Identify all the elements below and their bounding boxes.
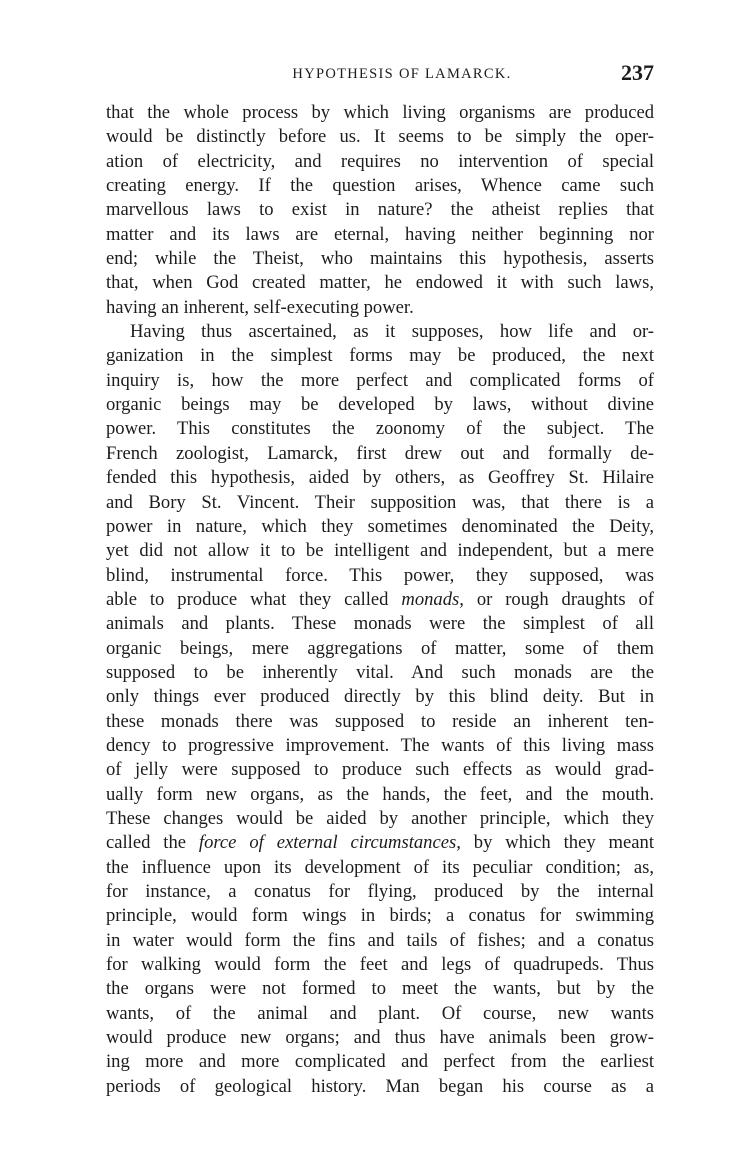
text-line [106,977,654,1001]
text-line [106,661,654,685]
text-run: organic beings may be developed by laws, without divine [106,394,654,416]
text-run: matter and its laws are eternal, having neither beginning nor [106,223,654,245]
text-run: dency to progressive improvement. The wants of this living mass [106,734,654,756]
text-line [106,904,654,928]
text-run: periods of geological history. Man began his course as a [106,1075,654,1097]
text-line [106,710,654,734]
text-line [106,320,654,344]
text-run: French zoologist, Lamarck, first drew out and formally de- [106,442,654,464]
text-run: fended this hypothesis, aided by others, as Geoffrey St. Hilaire [106,467,654,489]
text-line [106,953,654,977]
text-run: the influence upon its development of its peculiar condition; as, [106,856,654,878]
text-line [106,588,654,612]
italic-term: force of external circumstances, [198,832,461,854]
text-run: the organs were not formed to meet the wants, but by the [106,978,654,1000]
text-run: of jelly were supposed to produce such effects as would grad- [106,759,654,781]
text-run: or rough draughts of [463,588,654,610]
text-run: These changes would be aided by another principle, which they [106,807,654,829]
text-line [106,831,654,855]
text-line [106,344,654,368]
text-line [106,1026,654,1050]
text-run: only things ever produced directly by this blind deity. But in [106,686,654,708]
text-run: ation of electricity, and requires no intervention of special [106,150,654,172]
text-run: ganization in the simplest forms may be produced, the next [106,345,654,367]
text-run: that, when God created matter, he endowed it with such laws, [106,272,654,294]
text-line [106,807,654,831]
text-run: able to produce what they called [106,588,402,610]
text-line [106,539,654,563]
text-line [106,247,654,271]
text-line [106,783,654,807]
text-line [106,393,654,417]
text-run: power. This constitutes the zoonomy of the subject. The [106,418,654,440]
text-run: wants, of the animal and plant. Of course, new wants [106,1002,654,1024]
text-line [106,417,654,441]
text-line [106,1075,654,1099]
text-run: marvellous laws to exist in nature? the atheist replies that [106,199,654,221]
text-run: for instance, a conatus for flying, produced by the internal [106,881,654,902]
text-run: principle, would form wings in birds; a conatus for swimming [106,905,654,927]
text-line [106,515,654,539]
text-run: that the whole process by which living organisms are produced [106,102,654,123]
text-line [106,150,654,174]
text-run: having an inherent, self-executing power. [106,296,414,318]
text-run: inquiry is, how the more perfect and complicated forms of [106,369,654,391]
text-line [106,1050,654,1074]
text-line [106,564,654,588]
text-line [106,734,654,758]
text-line [106,223,654,247]
text-run: would be distinctly before us. It seems to be simply the oper- [106,126,654,148]
text-run: these monads there was supposed to reside an inherent ten- [106,710,654,732]
text-line [106,174,654,198]
text-run: in water would form the fins and tails of fishes; and a conatus [106,929,654,951]
text-line [106,758,654,782]
text-run: end; while the Theist, who maintains this hypothesis, asserts [106,248,654,270]
text-run: for walking would form the feet and legs of quadrupeds. Thus [106,954,654,976]
running-title: HYPOTHESIS OF LAMARCK. [292,66,512,82]
text-line [106,442,654,466]
text-line [106,125,654,149]
text-run: ing more and more complicated and perfect from the earliest [106,1051,654,1073]
text-line [106,856,654,880]
italic-term: monads, [401,588,464,610]
text-run: by which they meant [460,832,654,854]
text-line [106,296,654,320]
text-line [106,271,654,295]
text-line [106,880,654,904]
text-line [106,101,654,125]
text-line [106,612,654,636]
text-line [106,637,654,661]
text-run: Having thus ascertained, as it supposes, how life and or- [130,321,654,343]
text-line [106,1002,654,1026]
text-line [106,369,654,393]
text-line [106,198,654,222]
body-text [106,101,654,1099]
text-run: yet did not allow it to be intelligent and independent, but a mere [106,540,654,562]
text-run: power in nature, which they sometimes denominated the Deity, [106,515,654,537]
text-line [106,466,654,490]
text-run: animals and plants. These monads were the simplest of all [106,613,654,635]
text-run: and Bory St. Vincent. Their supposition was, that there is a [106,491,654,513]
page-number: 237 [621,60,654,85]
text-run: would produce new organs; and thus have animals been grow- [106,1027,654,1049]
text-run: organic beings, mere aggregations of matter, some of them [106,637,654,659]
running-head [106,62,654,88]
text-line [106,491,654,515]
text-run: ually form new organs, as the hands, the feet, and the mouth. [106,783,654,805]
text-run: called the [106,832,199,854]
text-run: supposed to be inherently vital. And such monads are the [106,661,654,683]
text-run: blind, instrumental force. This power, they supposed, was [106,564,654,586]
text-line [106,685,654,709]
text-run: creating energy. If the question arises, Whence came such [106,175,654,197]
text-line [106,929,654,953]
